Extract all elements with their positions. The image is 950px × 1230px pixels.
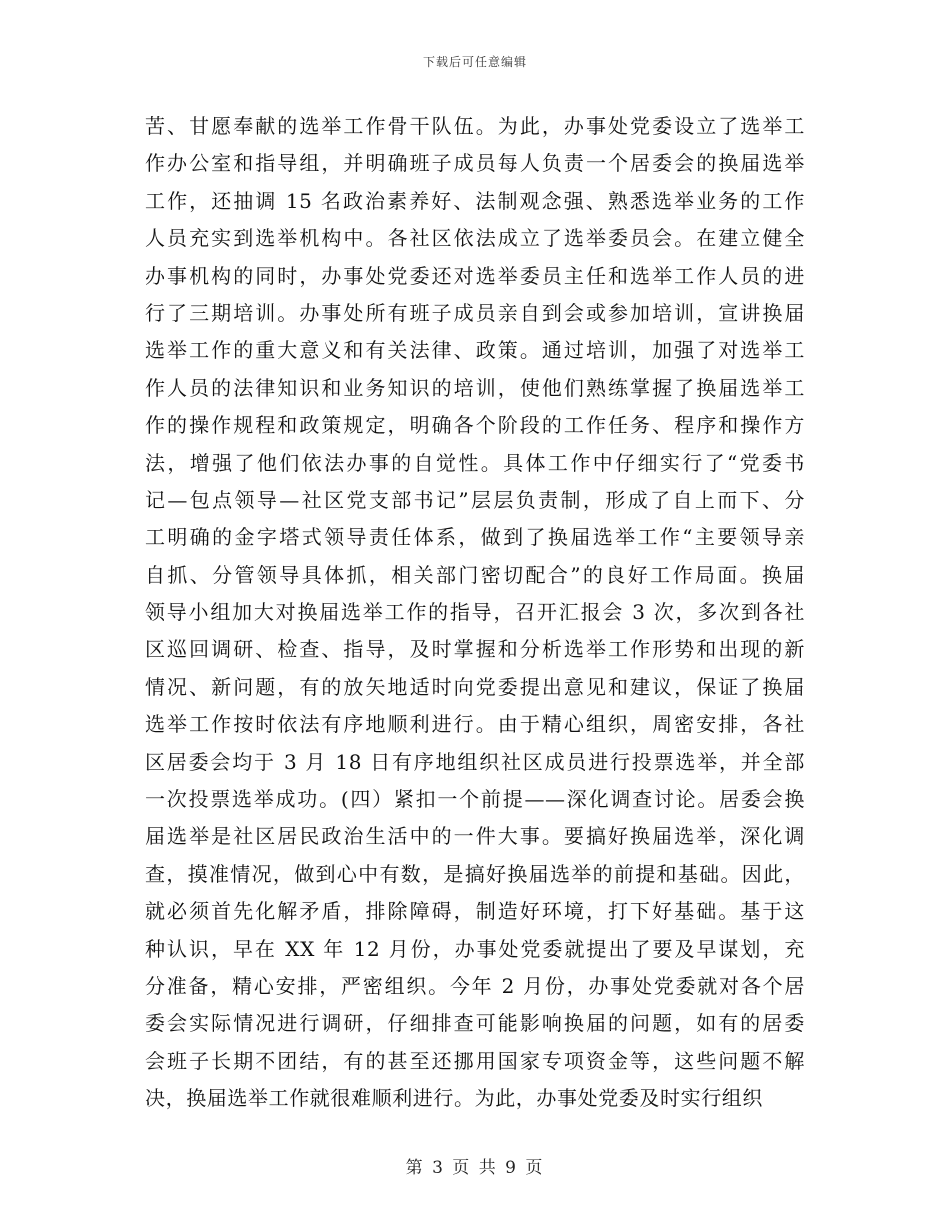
body-line: 查，摸准情况，做到心中有数，是搞好换届选举的前提和基础。因此， — [145, 861, 805, 886]
body-line: 行了三期培训。办事处所有班子成员亲自到会或参加培训，宣讲换届 — [145, 300, 805, 325]
body-line: 人员充实到选举机构中。各社区依法成立了选举委员会。在建立健全 — [145, 226, 805, 251]
body-line: 办事机构的同时，办事处党委还对选举委员主任和选举工作人员的进 — [145, 263, 805, 288]
document-body — [145, 108, 805, 1118]
body-line: 记—包点领导—社区党支部书记”层层负责制，形成了自上而下、分 — [145, 487, 805, 512]
body-line: 领导小组加大对换届选举工作的指导，召开汇报会 3 次，多次到各社 — [145, 600, 805, 625]
body-line: 一次投票选举成功。(四）紧扣一个前提——深化调查讨论。居委会换 — [145, 787, 805, 812]
body-line: 种认识，早在 XX 年 12 月份，办事处党委就提出了要及早谋划，充 — [145, 936, 805, 961]
body-line: 区巡回调研、检查、指导，及时掌握和分析选举工作形势和出现的新 — [145, 637, 805, 662]
body-line: 决，换届选举工作就很难顺利进行。为此，办事处党委及时实行组织 — [145, 1086, 763, 1111]
body-line: 情况、新问题，有的放矢地适时向党委提出意见和建议，保证了换届 — [145, 674, 805, 699]
body-line: 作的操作规程和政策规定，明确各个阶段的工作任务、程序和操作方 — [145, 413, 805, 438]
body-line: 作人员的法律知识和业务知识的培训，使他们熟练掌握了换届选举工 — [145, 375, 805, 400]
body-line: 选举工作的重大意义和有关法律、政策。通过培训，加强了对选举工 — [145, 338, 805, 363]
body-line: 区居委会均于 3 月 18 日有序地组织社区成员进行投票选举，并全部 — [145, 749, 805, 774]
page-number: 第 3 页 共 9 页 — [405, 1158, 545, 1178]
body-line: 工明确的金字塔式领导责任体系，做到了换届选举工作“主要领导亲 — [145, 525, 805, 550]
body-line: 分准备，精心安排，严密组织。今年 2 月份，办事处党委就对各个居 — [145, 973, 805, 998]
body-line: 作办公室和指导组，并明确班子成员每人负责一个居委会的换届选举 — [145, 151, 805, 176]
body-line: 工作，还抽调 15 名政治素养好、法制观念强、熟悉选举业务的工作 — [145, 188, 805, 213]
body-line: 委会实际情况进行调研，仔细排查可能影响换届的问题，如有的居委 — [145, 1011, 805, 1036]
body-line: 苦、甘愿奉献的选举工作骨干队伍。为此，办事处党委设立了选举工 — [145, 114, 805, 138]
body-line: 会班子长期不团结，有的甚至还挪用国家专项资金等，这些问题不解 — [145, 1048, 805, 1073]
body-line: 自抓、分管领导具体抓，相关部门密切配合”的良好工作局面。换届 — [145, 562, 805, 587]
body-line: 法，增强了他们依法办事的自觉性。具体工作中仔细实行了“党委书 — [145, 450, 805, 475]
body-line: 届选举是社区居民政治生活中的一件大事。要搞好换届选举，深化调 — [145, 824, 805, 849]
body-line: 就必须首先化解矛盾，排除障碍，制造好环境，打下好基础。基于这 — [145, 899, 805, 924]
page-header-note: 下载后可任意编辑 — [422, 55, 527, 69]
body-line: 选举工作按时依法有序地顺利进行。由于精心组织，周密安排，各社 — [145, 712, 805, 737]
